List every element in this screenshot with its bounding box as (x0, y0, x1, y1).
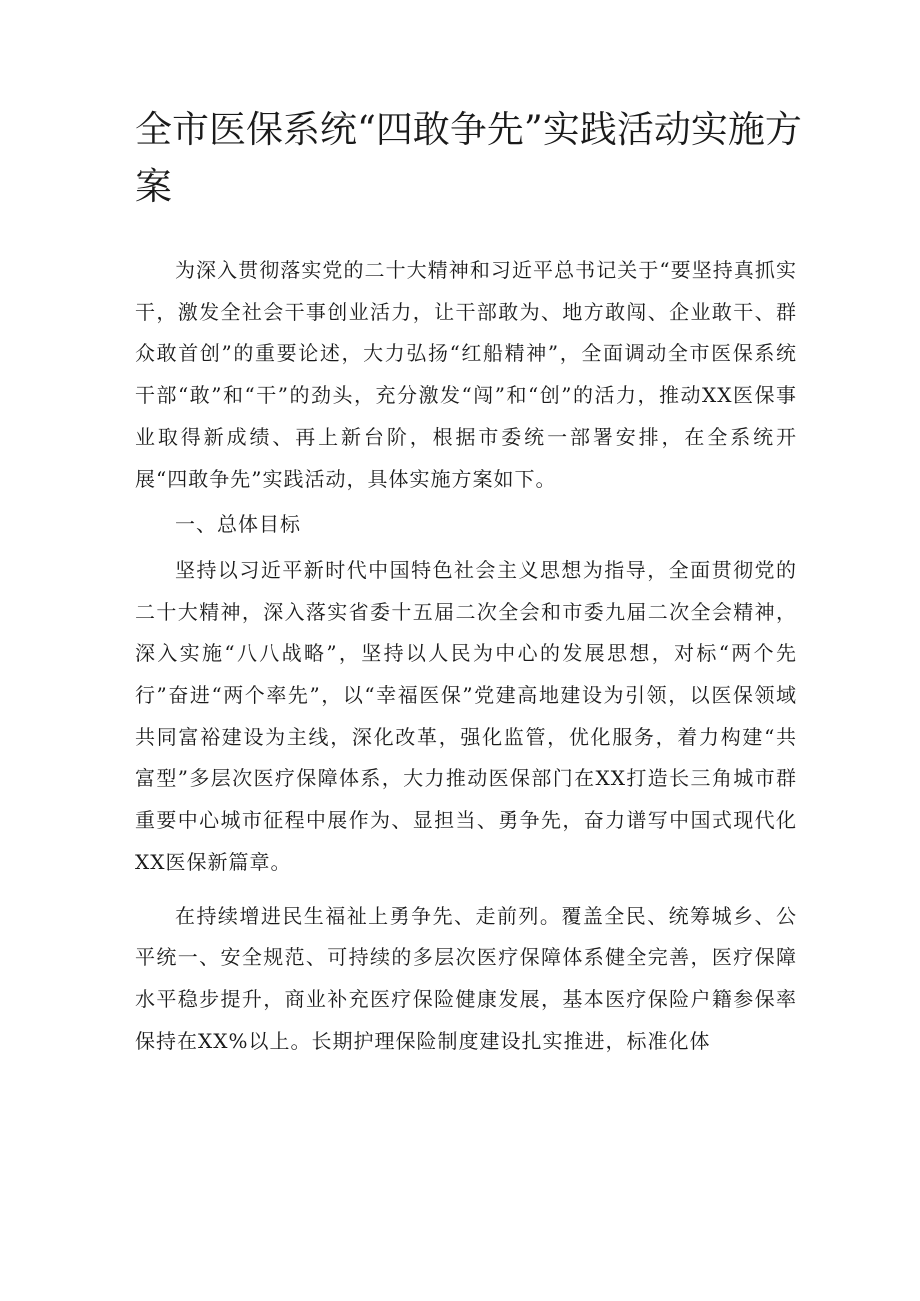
document-title: 全市医保系统“四敢争先”实践活动实施方案 (135, 108, 802, 208)
body-paragraph: 在持续增进民生福祉上勇争先、走前列。覆盖全民、统筹城乡、公平统一、安全规范、可持续的多层次医疗保障体系健全完善，医疗保障水平稳步提升，商业补充医疗保险健康发展，基本医疗保险户籍参保率保持在XX%以上。长期护理保险制度建设扎实推进，标准化体 (135, 903, 797, 1053)
intro-paragraph: 为深入贯彻落实党的二十大精神和习近平总书记关于“要坚持真抓实干，激发全社会干事创业活力，让干部敢为、地方敢闯、企业敢干、群众敢首创”的重要论述，大力弘扬“红船精神”，全面调动全市医保系统干部“敢”和“干”的劲头，充分激发“闯”和“创”的活力，推动XX医保事业取得新成绩、再上新台阶，根据市委统一部署安排，在全系统开展“四敢争先”实践活动，具体实施方案如下。 (135, 258, 797, 491)
document-body (135, 250, 797, 1062)
body-paragraph: 坚持以习近平新时代中国特色社会主义思想为指导，全面贯彻党的二十大精神，深入落实省委十五届二次全会和市委九届二次全会精神，深入实施“八八战略”，坚持以人民为中心的发展思想，对标“两个先行”奋进“两个率先”，以“幸福医保”党建高地建设为引领，以医保领域共同富裕建设为主线，深化改革，强化监管，优化服务，着力构建“共富型”多层次医疗保障体系，大力推动医保部门在XX打造长三角城市群重要中心城市征程中展作为、显担当、勇争先，奋力谱写中国式现代化XX医保新篇章。 (135, 557, 797, 874)
section-heading: 一、总体目标 (175, 512, 301, 537)
